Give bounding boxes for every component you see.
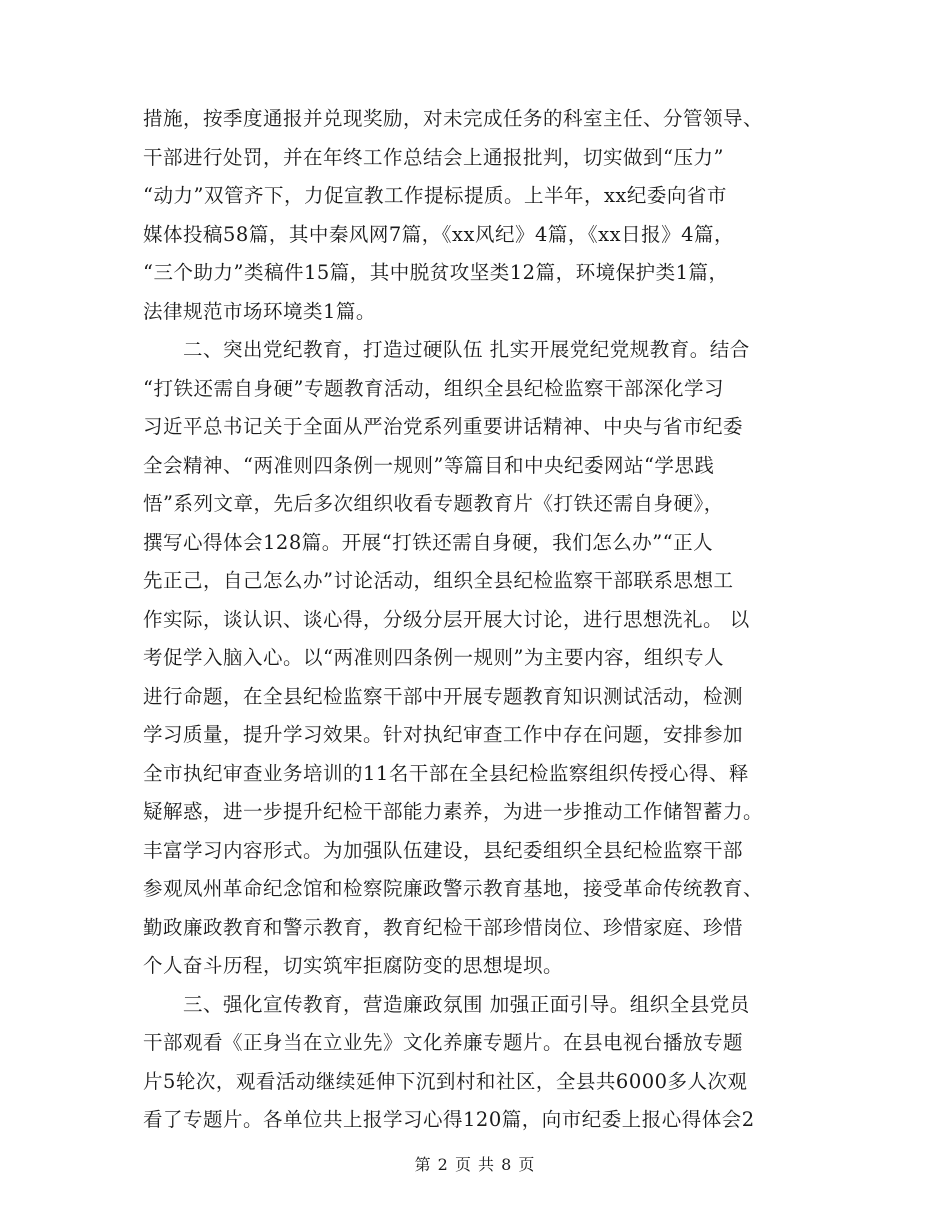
text-line: 习近平总书记关于全面从严治党系列重要讲话精神、中央与省市纪委 <box>143 415 744 438</box>
text-line: 进行命题，在全县纪检监察干部中开展专题教育知识测试活动，检测 <box>143 684 744 708</box>
text-line: 参观凤州革命纪念馆和检察院廉政警示教育基地，接受革命传统教育、 <box>143 877 764 900</box>
text-line: 考促学入脑入心。以“两准则四条例一规则”为主要内容，组织专人 <box>143 646 724 669</box>
text-line: 全会精神、“两准则四条例一规则”等篇目和中央纪委网站“学思践 <box>143 453 715 477</box>
text-line: 看了专题片。各单位共上报学习心得120篇，向市纪委上报心得体会2 <box>143 1108 755 1131</box>
text-line: “打铁还需自身硬”专题教育活动，组织全县纪检监察干部深化学习 <box>143 376 724 400</box>
section-heading-line: 三、强化宣传教育，营造廉政氛围 加强正面引导。组织全县党员 <box>143 992 750 1016</box>
text-line: “动力”双管齐下，力促宣教工作提标提质。上半年，xx纪委向省市 <box>143 184 727 207</box>
body-text <box>143 100 823 1140</box>
text-line: 片5轮次，观看活动继续延伸下沉到村和社区，全县共6000多人次观 <box>143 1069 748 1093</box>
text-line: 个人奋斗历程，切实筑牢拒腐防变的思想堤坝。 <box>143 954 564 977</box>
text-line: 媒体投稿58篇，其中秦风网7篇，《xx风纪》4篇，《xx日报》4篇， <box>143 222 735 246</box>
text-line: 全市执纪审查业务培训的11名干部在全县纪检监察组织传授心得、释 <box>143 761 749 785</box>
text-line: 作实际，谈认识、谈心得，分级分层开展大讨论，进行思想洗礼。 以 <box>143 607 750 631</box>
text-line: 悟”系列文章，先后多次组织收看专题教育片《打铁还需自身硬》， <box>143 492 724 515</box>
text-line: 干部观看《正身当在立业先》文化养廉专题片。在县电视台播放专题 <box>143 1031 744 1054</box>
text-line: 法律规范市场环境类1篇。 <box>143 299 376 323</box>
text-line: 措施，按季度通报并兑现奖励，对未完成任务的科室主任、分管领导、 <box>143 107 764 130</box>
text-line: 干部进行处罚，并在年终工作总结会上通报批判，切实做到“压力” <box>143 145 724 169</box>
text-line: “三个助力”类稿件15篇，其中脱贫攻坚类12篇，环境保护类1篇， <box>143 261 729 284</box>
text-line: 疑解惑，进一步提升纪检干部能力素养，为进一步推动工作储智蓄力。 <box>143 800 764 823</box>
text-line: 撰写心得体会128篇。开展“打铁还需自身硬，我们怎么办”“正人 <box>143 530 714 554</box>
text-line: 先正己，自己怎么办”讨论活动，组织全县纪检监察干部联系思想工 <box>143 569 734 592</box>
text-line: 学习质量，提升学习效果。针对执纪审查工作中存在问题，安排参加 <box>143 723 744 746</box>
section-heading-line: 二、突出党纪教育，打造过硬队伍 扎实开展党纪党规教育。结合 <box>143 338 750 361</box>
text-line: 勤政廉政教育和警示教育，教育纪检干部珍惜岗位、珍惜家庭、珍惜 <box>143 915 744 939</box>
page-number-footer: 第 2 页 共 8 页 <box>414 1155 536 1174</box>
text-line: 丰富学习内容形式。为加强队伍建设，县纪委组织全县纪检监察干部 <box>143 838 744 862</box>
